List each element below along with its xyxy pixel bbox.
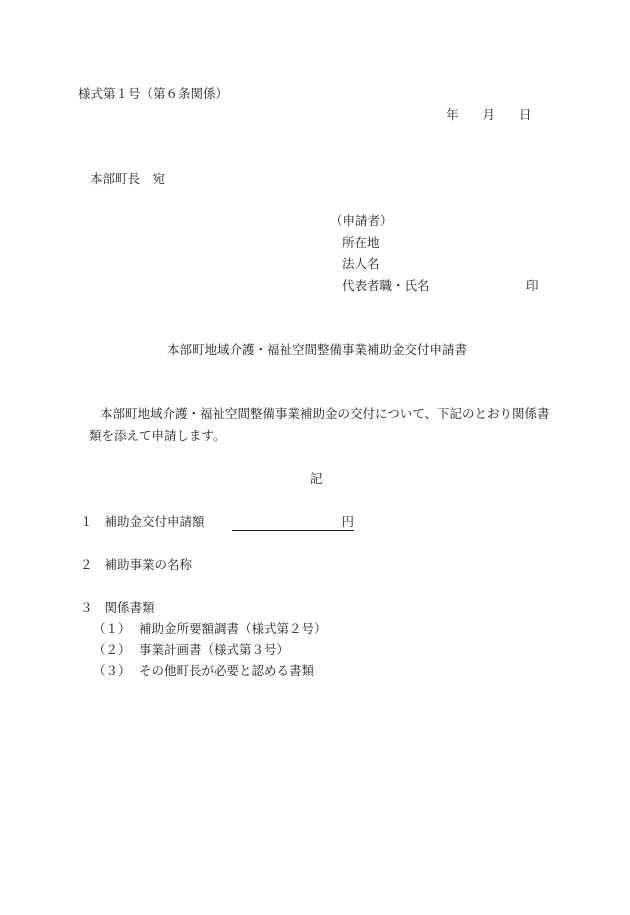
- item-3-number: ３: [80, 600, 93, 615]
- seal-mark: 印: [526, 278, 539, 293]
- document-1-label: 補助金所要額調書（様式第２号）: [139, 621, 327, 636]
- form-number: 様式第１号（第６条関係）: [78, 86, 229, 101]
- date-month: 月: [482, 107, 496, 122]
- item-1-number: １: [80, 514, 93, 529]
- applicant-rep-label: 代表者職・氏名: [342, 278, 430, 293]
- ki-heading: 記: [310, 471, 323, 486]
- item-2-number: ２: [80, 557, 93, 572]
- date-line: [446, 107, 532, 123]
- requested-amount-unit: 円: [232, 514, 354, 531]
- requested-amount-field: [232, 514, 354, 531]
- item-3-label: 関係書類: [104, 600, 155, 615]
- document-2-number: （２）: [93, 642, 131, 657]
- document-title: 本部町地域介護・福祉空間整備事業補助金交付申請書: [167, 342, 468, 357]
- document-3-label: その他町長が必要と認める書類: [139, 663, 315, 678]
- item-3: [80, 600, 155, 616]
- item-1-label: 補助金交付申請額: [104, 514, 205, 529]
- applicant-address-label: 所在地: [342, 235, 380, 250]
- item-2: [80, 557, 192, 573]
- document-list-item: [93, 642, 289, 658]
- body-line-2: 類を添えて申請します。: [89, 428, 226, 443]
- document-1-number: （１）: [93, 621, 131, 636]
- body-line-1: 本部町地域介護・福祉空間整備事業補助金の交付について、下記のとおり関係書: [100, 406, 550, 421]
- document-list-item: [93, 621, 327, 637]
- document-list-item: [93, 663, 314, 679]
- date-day: 日: [519, 107, 532, 122]
- date-year: 年: [446, 107, 459, 122]
- item-2-label: 補助事業の名称: [104, 557, 193, 572]
- addressee: 本部町長 宛: [90, 171, 166, 186]
- document-2-label: 事業計画書（様式第３号）: [139, 642, 290, 657]
- document-3-number: （３）: [93, 663, 131, 678]
- applicant-heading: （申請者）: [330, 213, 393, 228]
- item-1: [80, 514, 205, 530]
- applicant-corp-name-label: 法人名: [342, 256, 380, 271]
